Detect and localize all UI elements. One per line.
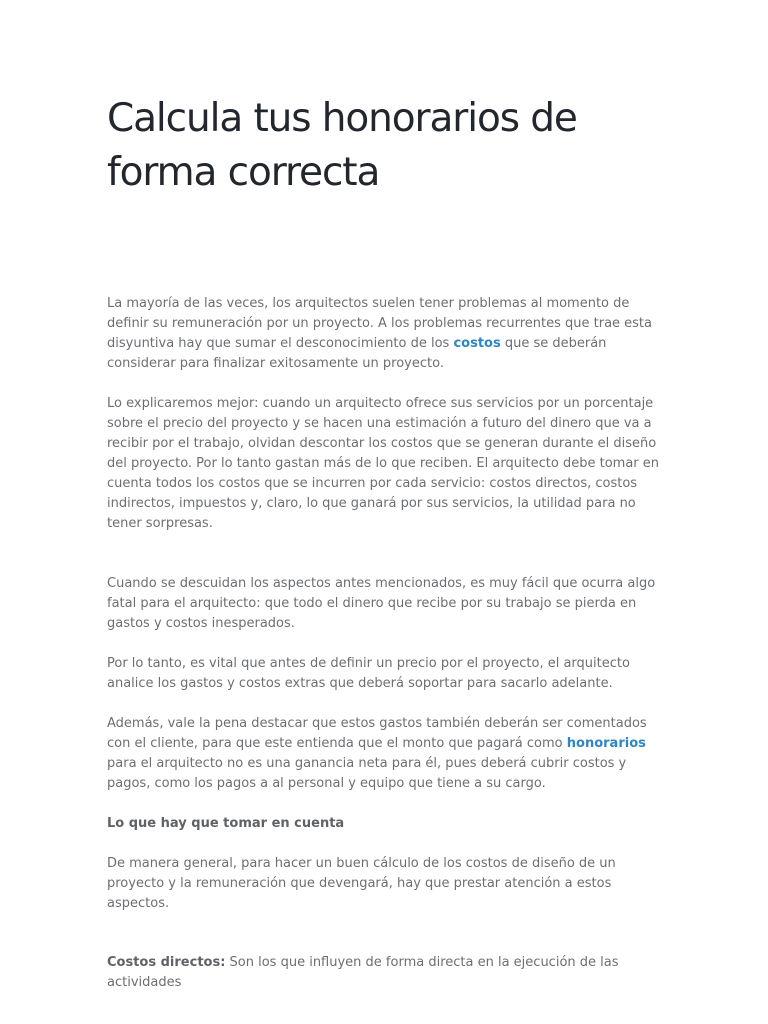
honorarios-link[interactable]: honorarios — [566, 736, 646, 751]
paragraph-5-text-end: para el arquitecto no es una ganancia neta para él, pues deberá cubrir costos y pagos, como los pagos a al personal y equipo que tiene a su cargo. — [107, 756, 627, 791]
costos-directos-label: Costos directos: — [107, 955, 226, 970]
article-title: Calcula tus honorarios de forma correcta — [107, 96, 577, 195]
costos-link[interactable]: costos — [453, 336, 501, 351]
paragraph-4: Por lo tanto, es vital que antes de definir un precio por el proyecto, el arquitecto analice los gastos y costos extras que deberá soportar para sacarlo adelante. — [107, 656, 630, 691]
paragraph-3: Cuando se descuidan los aspectos antes mencionados, es muy fácil que ocurra algo fatal para el arquitecto: que todo el dinero que recibe por su trabajo se pierda en gastos y costos inesperados. — [107, 576, 656, 631]
article-body — [107, 294, 667, 993]
paragraph-5-text-start: Además, vale la pena destacar que estos gastos también deberán ser comentados con el cliente, para que este entienda que el monto que pagará como — [107, 716, 647, 751]
paragraph-7 — [107, 953, 667, 993]
paragraph-1-text-start: La mayoría de las veces, los arquitectos suelen tener problemas al momento de definir su remuneración por un proyecto. A los problemas recurrentes que trae esta disyuntiva hay que sumar el desconocimiento de los — [107, 296, 652, 351]
article — [107, 92, 667, 1013]
paragraph-1-text-end: que se deberán considerar para finalizar exitosamente un proyecto. — [107, 336, 607, 371]
paragraph-2: Lo explicaremos mejor: cuando un arquitecto ofrece sus servicios por un porcentaje sobre el precio del proyecto y se hacen una estimación a futuro del dinero que va a recibir por el trabajo, olvidan descontar los costos que se generan durante el diseño del proyecto. Por lo tanto gastan más de lo que reciben. El arquitecto debe tomar en cuenta todos los costos que se incurren por cada servicio: costos directos, costos indirectos, impuestos y, claro, lo que ganará por sus servicios, la utilidad para no tener sorpresas. — [107, 396, 660, 531]
paragraph-6: De manera general, para hacer un buen cálculo de los costos de diseño de un proyecto y la remuneración que devengará, hay que prestar atención a estos aspectos. — [107, 856, 616, 911]
paragraph-7-text: Son los que influyen de forma directa en la ejecución de las actividades — [107, 955, 619, 990]
paragraph-1 — [107, 294, 667, 374]
section-subheading: Lo que hay que tomar en cuenta — [107, 816, 345, 831]
paragraph-5 — [107, 714, 667, 794]
